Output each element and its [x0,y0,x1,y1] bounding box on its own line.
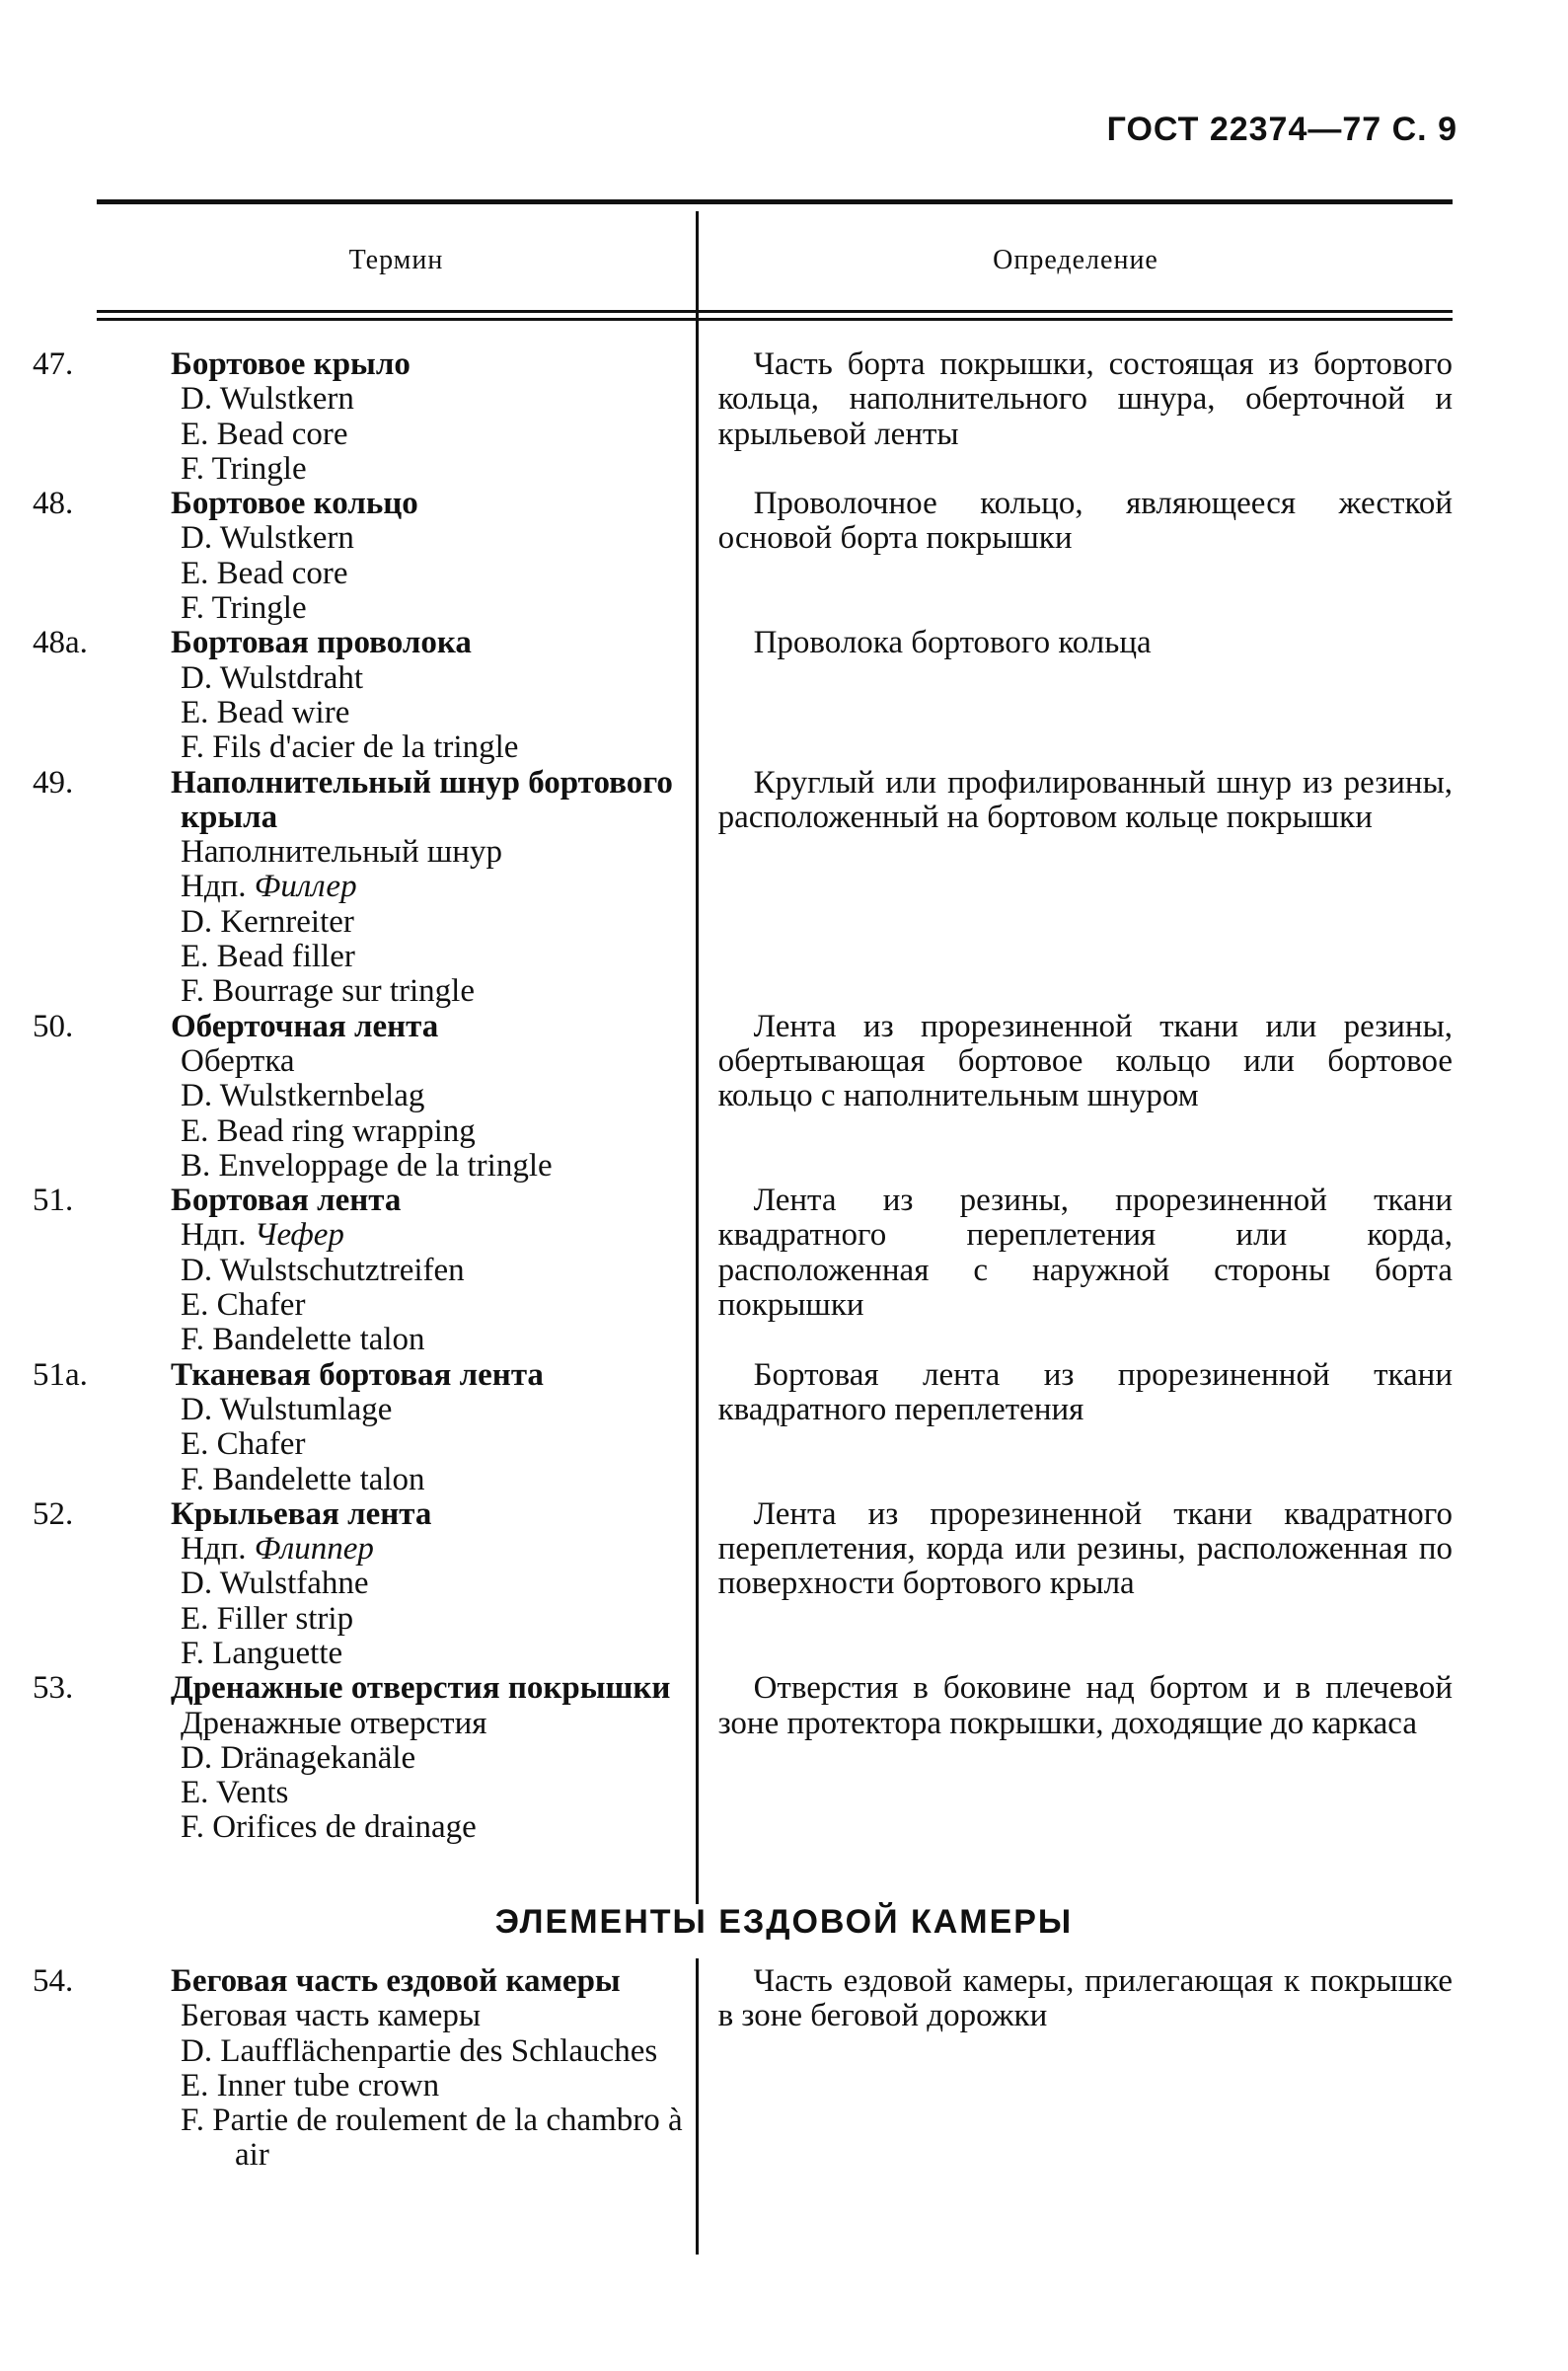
term-line [107,1044,689,1079]
term-title: Крыльевая лента [171,1495,432,1532]
term-entry [33,1183,1453,1358]
term-line [107,1741,689,1776]
term-line [107,1149,689,1184]
term-line [107,418,689,452]
term-line-text: Ндп. [181,1217,255,1254]
term-line-text: B. Enveloppage de la tringle [181,1147,553,1184]
term-line [107,1114,689,1149]
term-number: 53. [33,1670,74,1707]
terms-table-2 [33,1963,1453,2174]
term-line [107,870,689,904]
term-cell [33,625,689,766]
term-line [107,1288,689,1323]
term-line-text: Ндп. [181,1531,255,1568]
term-cell [33,346,689,487]
term-line-text: F. Orifices de drainage [181,1809,477,1846]
term-line [107,1999,689,2033]
term-line-text: D. Wulstkern [181,520,354,557]
term-line-text: Ндп. [181,869,255,905]
definition-text: Лента из прорезиненной ткани квадратного переплетения, корда или резины, расположенная по поверхности бортового крыла [717,1495,1453,1602]
term-heading [33,1963,689,1999]
term-entry [33,486,1453,627]
term-line [107,835,689,870]
term-line-text: E. Bead core [181,555,348,591]
term-line [107,1463,689,1497]
top-rule [97,199,1453,204]
term-title: Оберточная лента [171,1008,439,1044]
term-title: Беговая часть ездовой камеры [171,1963,621,1999]
term-line-text: Наполнительный шнур [181,834,502,871]
term-line [107,1393,689,1427]
term-line [107,2069,689,2103]
term-line-text: F. Bourrage sur tringle [181,973,475,1010]
term-line-text: E. Chafer [181,1287,306,1324]
term-line-text: D. Wulstkern [181,381,354,418]
term-line [107,2034,689,2069]
term-line [107,1637,689,1671]
term-line-text: D. Dränagekanäle [181,1739,416,1776]
definition-text: Бортовая лента из прорезиненной ткани квадратного переплетения [717,1356,1453,1427]
term-line-text: D. Kernreiter [181,903,354,940]
term-line-text: F. Partie de roulement de la chambro à air [181,2103,683,2174]
term-line [107,382,689,417]
definition-cell [718,1671,1453,1845]
term-heading [33,1670,689,1707]
term-cell [33,764,689,1010]
term-heading [33,764,689,836]
page-header-code: ГОСТ 22374—77 С. 9 [1106,111,1457,148]
term-line [107,661,689,696]
term-heading [33,1008,689,1044]
definition-text: Лента из резины, прорезиненной ткани квадратного переплетения или корда, расположенная с наружной стороны борта покрышки [717,1183,1453,1324]
definition-text: Проволочное кольцо, являющееся жесткой основой борта покрышки [717,486,1453,557]
term-title: Бортовая проволока [171,625,472,661]
term-line [107,905,689,940]
term-line [107,1254,689,1288]
term-title: Наполнительный шнур бортового крыла [171,764,673,835]
term-line [107,940,689,974]
definition-cell [718,1497,1453,1671]
term-line [107,1602,689,1637]
term-line [107,1218,689,1253]
term-line-text: Дренажные отверстия [181,1705,487,1741]
header-rule-1 [97,310,1453,313]
term-entry [33,625,1453,766]
term-entry [33,1008,1453,1184]
term-entry [33,346,1453,487]
term-line-text: F. Fils d'acier de la tringle [181,729,519,766]
term-entry [33,1963,1453,2174]
definition-text: Часть ездовой камеры, прилегающая к покрышке в зоне беговой дорожки [717,1963,1453,2034]
definition-cell [718,1010,1453,1184]
term-number: 54. [33,1963,74,1999]
term-line [107,1707,689,1741]
column-header-term: Термин [348,245,444,275]
term-line-text: E. Filler strip [181,1600,354,1637]
term-line [107,1776,689,1810]
term-line [107,1532,689,1567]
term-line-text: F. Languette [181,1635,343,1671]
term-line-text: D. Wulstkernbelag [181,1078,425,1114]
term-title: Тканевая бортовая лента [171,1356,544,1393]
term-line-text: D. Wulstschutztreifen [181,1252,465,1288]
definition-text: Лента из прорезиненной ткани или резины, обертывающая бортовое кольцо или бортовое кольцо с наполнительным шнуром [717,1008,1453,1114]
term-line-text: E. Chafer [181,1426,306,1463]
term-title: Бортовое крыло [171,346,411,382]
term-line-text: F. Tringle [181,450,307,487]
term-cell [33,1495,689,1671]
definition-text: Круглый или профилированный шнур из резины, расположенный на бортовом кольце покрышки [717,764,1453,835]
term-line-text: F. Bandelette talon [181,1322,425,1358]
term-title: Бортовая лента [171,1183,402,1219]
term-line-text: D. Wulstdraht [181,659,364,696]
term-entry [33,1356,1453,1497]
term-cell [33,486,689,627]
term-line-text: E. Bead ring wrapping [181,1112,476,1149]
term-line [107,696,689,730]
term-line [107,1567,689,1601]
term-cell [33,1356,689,1497]
definition-cell [718,1184,1453,1357]
term-line [107,1427,689,1462]
term-cell [33,1008,689,1184]
definition-cell [718,626,1453,765]
term-number: 49. [33,764,74,801]
term-line-text: D. Laufflächenpartie des Schlauches [181,2032,658,2069]
definition-text: Часть борта покрышки, состоящая из бортового кольца, наполнительного шнура, оберточной и крыльевой ленты [717,346,1453,452]
term-line [107,452,689,487]
definition-text: Отверстия в боковине над бортом и в плечевой зоне протектора покрышки, доходящие до каркаса [717,1670,1453,1741]
term-number: 48. [33,486,74,522]
term-heading [33,1495,689,1532]
deprecated-term: Чефер [254,1217,344,1254]
term-number: 50. [33,1008,74,1044]
term-line [107,1810,689,1845]
term-line [107,1323,689,1357]
term-number: 52. [33,1495,74,1532]
header-rule-2 [97,318,1453,321]
term-line [107,1079,689,1113]
term-cell [33,1670,689,1846]
term-cell [33,1963,689,2174]
deprecated-term: Филлер [254,869,357,905]
term-line-text: E. Bead wire [181,694,350,730]
term-line-text: E. Bead filler [181,939,355,975]
term-entry [33,764,1453,1010]
term-heading [33,625,689,661]
definition-cell [718,1964,1453,2174]
term-line-text: E. Vents [181,1775,289,1811]
term-heading [33,1183,689,1219]
term-title: Бортовое кольцо [171,486,418,522]
term-line-text: Беговая часть камеры [181,1998,482,2034]
term-line [107,730,689,765]
terms-table [33,346,1453,1846]
term-line-text: E. Bead core [181,416,348,452]
term-line [107,521,689,556]
term-entry [33,1495,1453,1671]
deprecated-term: Флиппер [254,1531,374,1568]
section-title: ЭЛЕМЕНТЫ ЕЗДОВОЙ КАМЕРЫ [494,1903,1074,1941]
term-entry [33,1670,1453,1846]
term-number: 47. [33,346,74,382]
definition-cell [718,766,1453,1010]
term-number: 48а. [33,625,88,661]
term-line-text: E. Inner tube crown [181,2067,440,2103]
term-line-text: D. Wulstumlage [181,1391,393,1427]
definition-cell [718,487,1453,626]
term-line-text: D. Wulstfahne [181,1566,369,1602]
definition-cell [718,1358,1453,1497]
term-heading [33,346,689,382]
term-line [107,591,689,626]
term-heading [33,486,689,522]
term-cell [33,1183,689,1358]
term-number: 51. [33,1183,74,1219]
term-heading [33,1356,689,1393]
definition-cell [718,347,1453,487]
term-title: Дренажные отверстия покрышки [171,1670,671,1707]
definition-text: Проволока бортового кольца [753,625,1152,661]
term-line [107,2103,689,2174]
term-line-text: Обертка [181,1042,295,1079]
term-line [107,557,689,591]
term-number: 51а. [33,1356,88,1393]
term-line-text: F. Bandelette talon [181,1461,425,1497]
term-line [107,974,689,1009]
column-header-definition: Определение [993,245,1158,275]
term-line-text: F. Tringle [181,590,307,627]
